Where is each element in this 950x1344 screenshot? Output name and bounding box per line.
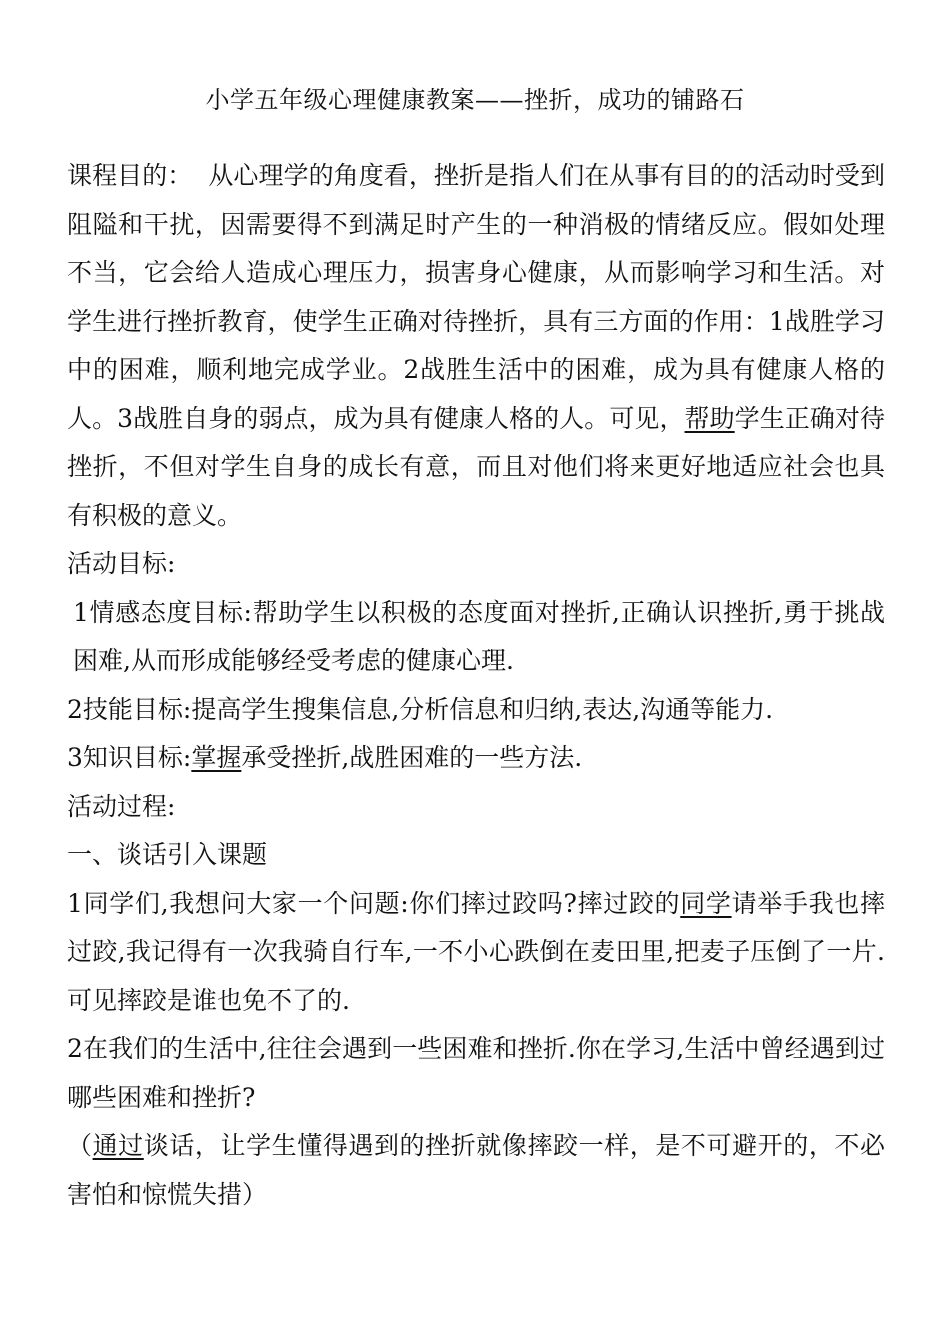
note-open-paren: （ (67, 1131, 93, 1160)
item-1 (67, 880, 885, 1026)
note-text: 谈话，让学生懂得遇到的挫折就像摔跤一样，是不可避开的，不必害怕和惊慌失措） (67, 1131, 885, 1209)
goal-2: 2技能目标:提高学生搜集信息,分析信息和归纳,表达,沟通等能力. (67, 694, 774, 724)
goal-1: 1情感态度目标:帮助学生以积极的态度面对挫折,正确认识挫折,勇于挑战困难,从而形成能够经受考虑的健康心理. (73, 597, 885, 675)
item-2: 2在我们的生活中,往往会遇到一些困难和挫折.你在学习,生活中曾经遇到过哪些困难和挫折? (67, 1034, 885, 1112)
purpose-text-b: 学生正确对待挫折，不但对学生自身的成长有意，而且对他们将来更好地适应社会也具有积极的意义。 (67, 403, 885, 530)
goal-3-suffix: 承受挫折,战胜困难的一些方法. (241, 743, 583, 772)
process-heading: 活动过程: (67, 791, 176, 821)
purpose-label: 课程目的： (67, 161, 193, 190)
document-title: 小学五年级心理健康教案——挫折，成功的铺路石 (205, 86, 745, 114)
hyperlink-master[interactable]: 掌握 (191, 743, 242, 772)
hyperlink-help[interactable]: 帮助 (684, 403, 735, 433)
hyperlink-through[interactable]: 通过 (92, 1131, 144, 1160)
note-paragraph (67, 1122, 885, 1219)
purpose-paragraph (67, 152, 885, 540)
item-1-text-b: 请举手我也摔过跤,我记得有一次我骑自行车,一不小心跌倒在麦田里,把麦子压倒了一片.可见摔跤是谁也免不了的. (67, 888, 885, 1015)
goal-3 (67, 734, 885, 783)
section-1-heading: 一、谈话引入课题 (67, 840, 268, 869)
hyperlink-classmate[interactable]: 同学 (680, 888, 732, 918)
purpose-text-a: 从心理学的角度看，挫折是指人们在从事有目的的活动时受到阻隘和干扰，因需要得不到满足时产生的一种消极的情绪反应。假如处理不当，它会给人造成心理压力，损害身心健康，从而影响学习和生活。对学生进行挫折教育，使学生正确对待挫折，具有三方面的作用：1战胜学习中的困难，顺利地完成学业。2战胜生活中的困难，成为具有健康人格的人。3战胜自身的弱点，成为具有健康人格的人。可见， (67, 161, 885, 433)
goal-3-prefix: 3知识目标: (67, 743, 192, 772)
item-1-text-a: 1同学们,我想问大家一个问题:你们摔过跤吗?摔过跤的 (67, 888, 681, 918)
goals-heading: 活动目标: (67, 549, 176, 578)
document-body (67, 152, 885, 1219)
